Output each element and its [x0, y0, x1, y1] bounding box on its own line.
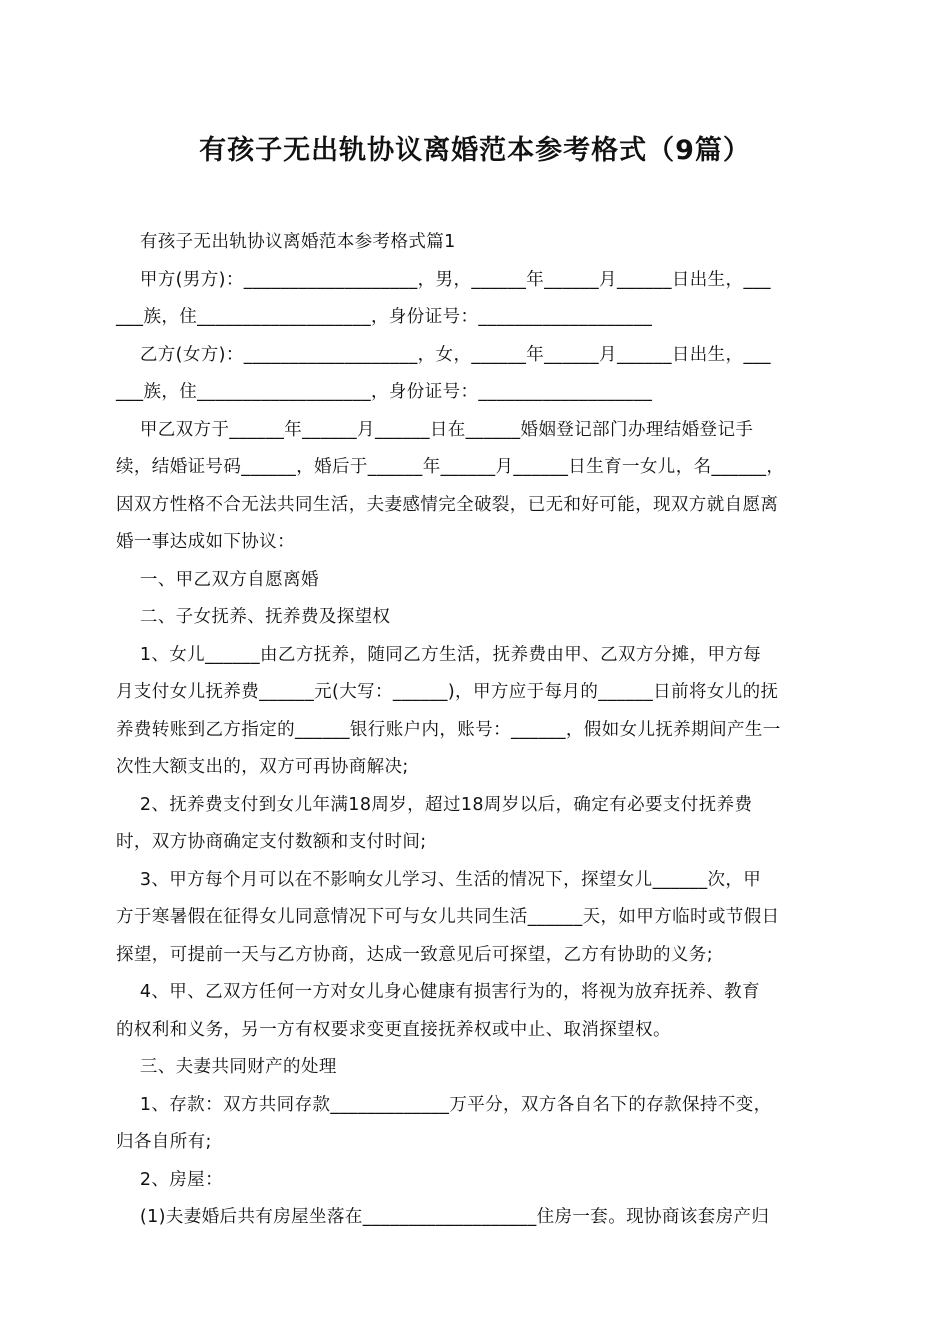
- body-line: (1)夫妻婚后共有房屋坐落在___________________住房一套。现协商该套房产归: [116, 1207, 770, 1227]
- body-line: 方于寒暑假在征得女儿同意情况下可与女儿共同生活______天，如甲方临时或节假日: [116, 907, 780, 927]
- body-line: 有孩子无出轨协议离婚范本参考格式篇1: [116, 232, 456, 252]
- body-line: 的权利和义务，另一方有权要求变更直接抚养权或中止、取消探望权。: [116, 1020, 671, 1040]
- body-line: 三、夫妻共同财产的处理: [116, 1057, 337, 1077]
- body-line: 一、甲乙双方自愿离婚: [116, 570, 319, 590]
- body-line: 1、女儿______由乙方抚养，随同乙方生活，抚养费由甲、乙双方分摊，甲方每: [116, 645, 762, 665]
- body-line: ___族，住___________________，身份证号：___________________: [116, 307, 653, 327]
- body-line: 甲乙双方于______年______月______日在______婚姻登记部门办理结婚登记手: [116, 420, 754, 440]
- body-line: 次性大额支出的，双方可再协商解决;: [116, 757, 409, 777]
- body-line: 续，结婚证号码______，婚后于______年______月______日生育一女儿，名______，: [116, 457, 785, 477]
- body-line: 探望，可提前一天与乙方协商，达成一致意见后可探望，乙方有协助的义务;: [116, 945, 713, 965]
- body-line: 二、子女抚养、抚养费及探望权: [116, 607, 391, 627]
- body-line: 4、甲、乙双方任何一方对女儿身心健康有损害行为的，将视为放弃抚养、教育: [116, 982, 760, 1002]
- document-title: 有孩子无出轨协议离婚范本参考格式（9篇）: [199, 135, 751, 166]
- body-line: 归各自所有;: [116, 1132, 212, 1152]
- body-line: ___族，住___________________，身份证号：___________________: [116, 382, 653, 402]
- body-line: 婚一事达成如下协议：: [116, 532, 295, 552]
- body-line: 月支付女儿抚养费______元(大写：______)，甲方应于每月的______日前将女儿的抚: [116, 682, 779, 702]
- body-line: 因双方性格不合无法共同生活，夫妻感情完全破裂，已无和好可能，现双方就自愿离: [116, 495, 779, 515]
- body-line: 2、抚养费支付到女儿年满18周岁，超过18周岁以后，确定有必要支付抚养费: [116, 795, 753, 815]
- body-line: 养费转账到乙方指定的______银行账户内，账号：______，假如女儿抚养期间产生一: [116, 720, 781, 740]
- body-line: 1、存款：双方共同存款_____________万平分，双方各自名下的存款保持不变，: [116, 1095, 772, 1115]
- body-line: 3、甲方每个月可以在不影响女儿学习、生活的情况下，探望女儿______次，甲: [116, 870, 762, 890]
- body-line: 2、房屋：: [116, 1170, 223, 1190]
- body-line: 甲方(男方)：___________________，男，______年______月______日出生，___: [116, 270, 771, 290]
- body-line: 时，双方协商确定支付数额和支付时间;: [116, 832, 427, 852]
- body-line: 乙方(女方)：___________________，女，______年______月______日出生，___: [116, 345, 771, 365]
